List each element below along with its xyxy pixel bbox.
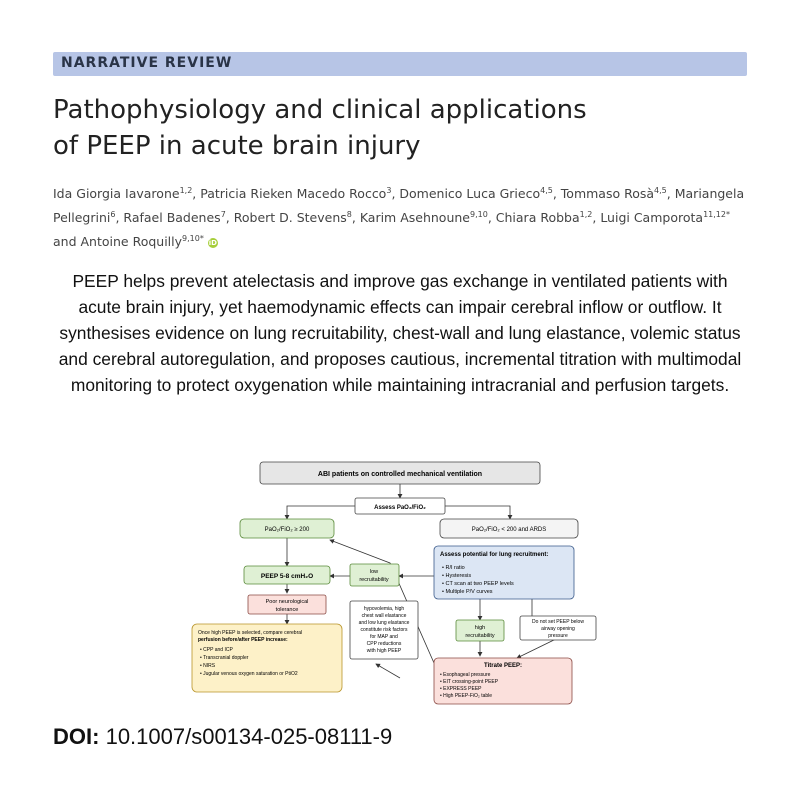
low-recruit-line-1: low — [369, 569, 379, 575]
high-recruit-box — [456, 620, 504, 641]
recruit-title: Assess potential for lung recruitment: — [440, 552, 549, 558]
author-affiliation: 4,5 — [540, 186, 553, 195]
doi-value[interactable]: 10.1007/s00134-025-08111-9 — [105, 724, 393, 749]
author-affiliation: 11,12* — [703, 210, 730, 220]
author-affiliation: 9,10 — [470, 210, 488, 220]
title-line-1: Pathophysiology and clinical applications — [53, 95, 587, 125]
poor-tol-line-2: tolerance — [275, 607, 299, 613]
author-name[interactable]: Patricia Rieken Macedo Rocco — [200, 186, 387, 202]
doi-line — [53, 724, 392, 750]
author-name[interactable]: Robert D. Stevens — [233, 210, 347, 226]
risk-line-1: hypovolemia, high — [363, 606, 405, 612]
peep-low-box — [244, 566, 330, 584]
left-branch-box — [240, 519, 334, 538]
recruit-item-4: • Multiple P/V curves — [442, 589, 493, 595]
author-name[interactable]: Antoine Roquilly — [80, 234, 183, 250]
recruit-item-3: • CT scan at two PEEP levels — [442, 581, 514, 587]
high-recruit-line-1: high — [474, 625, 486, 631]
author-list: Ida Giorgia Iavarone$^{1,2}$, Patricia Rieken Macedo Rocco$^3$, Domenico Luca Grieco$^{4,5}$, Tommaso Rosà$^{4,5}$, Mariangela Pellegrini$^6$, Rafael Badenes$^7$, Robert D. Stevens$^8$, Karim Asehnoune$^{9,10}$, Chiara Robba$^{1,2}$, Luigi Camporota$^{11,12*}$ and Antoine Roquilly$^{9,10*}$ iD — [53, 186, 745, 250]
author-affiliation: 1,2 — [179, 186, 193, 195]
compare-head-2: perfusion before/after PEEP increase: — [198, 637, 288, 643]
assess-box — [355, 498, 445, 514]
poor-tol-line-1: Poor neurological — [265, 599, 309, 605]
risk-line-7: with high PEEP — [366, 648, 402, 654]
top-box-label: ABI patients on controlled mechanical ventilation — [317, 471, 483, 478]
left-branch-label: PaO₂/FiO₂ ≥ 200 — [264, 527, 310, 533]
author-affiliation: 3 — [386, 186, 392, 195]
right-branch-label: PaO₂/FiO₂ < 200 and ARDS — [471, 527, 547, 533]
risk-factors-box — [350, 601, 418, 659]
compare-head-1: Once high PEEP is selected, compare cerebral — [198, 630, 303, 636]
article-type-banner — [53, 52, 747, 76]
low-recruit-box — [350, 564, 399, 586]
peep-flowchart — [190, 458, 610, 708]
article-title — [53, 92, 753, 164]
top-box — [260, 462, 540, 484]
title-line-2: of PEEP in acute brain injury — [53, 131, 421, 161]
abstract-text: PEEP helps prevent atelectasis and improve gas exchange in ventilated patients with acute brain injury, yet haemodynamic effects can impair cerebral inflow or outflow. It synthesises evidence on lung recruitability, chest-wall and lung elastance, volemic status and cerebral autoregulation, and proposes cautious, incremental titration with multimodal monitoring to protect oxygenation while maintaining intracranial and perfusion targets. — [58, 271, 742, 395]
donot-line-1: Do not set PEEP below — [532, 619, 584, 625]
titrate-item-4: • High PEEP-FiO₂ table — [440, 693, 493, 699]
poor-tolerance-box — [248, 595, 326, 614]
risk-line-2: chest wall elastance — [361, 613, 407, 619]
high-recruit-line-2: recruitability — [465, 633, 495, 639]
titrate-title: Titrate PEEP: — [484, 663, 522, 669]
author-affiliation: 8 — [346, 210, 352, 220]
compare-item-1: • CPP and ICP — [200, 647, 233, 653]
article-type-label: NARRATIVE REVIEW — [61, 55, 233, 71]
author-name[interactable]: Chiara Robba — [495, 210, 580, 226]
right-branch-box — [440, 519, 578, 538]
compare-item-2: • Transcranial doppler — [200, 655, 249, 661]
author-name[interactable]: Rafael Badenes — [123, 210, 221, 226]
donot-line-3: pressure — [548, 633, 568, 639]
author-name[interactable]: Karim Asehnoune — [359, 210, 470, 226]
author-affiliation: 6 — [110, 210, 116, 220]
doi-label: DOI: — [53, 724, 100, 749]
author-affiliation: 4,5 — [654, 186, 667, 195]
titrate-item-3: • EXPRESS PEEP — [440, 686, 482, 692]
author-name[interactable]: Ida Giorgia Iavarone — [53, 186, 180, 202]
donot-line-2: airway opening — [541, 626, 575, 632]
risk-line-3: and low lung elastance — [358, 620, 410, 626]
recruitment-box — [434, 546, 574, 599]
low-recruit-line-2: recruitability — [359, 577, 389, 583]
author-affiliation: 1,2 — [579, 210, 593, 220]
author-name[interactable]: Luigi Camporota — [600, 210, 704, 226]
assess-label: Assess PaO₂/FiO₂ — [374, 505, 426, 511]
risk-line-5: for MAP and — [370, 634, 398, 640]
recruit-item-1: • R/I ratio — [442, 565, 465, 571]
risk-line-4: constitute risk factors — [360, 627, 408, 633]
author-affiliation: 9,10* — [182, 234, 204, 244]
do-not-box — [520, 616, 596, 640]
titrate-item-2: • EIT crossing-point PEEP — [440, 679, 499, 685]
author-name[interactable]: Tommaso Rosà — [560, 186, 655, 202]
compare-item-4: • Jugular venous oxygen saturation or PtiO2 — [200, 671, 298, 677]
author-affiliation: 7 — [220, 210, 226, 220]
author-name[interactable]: Mariangela Pellegrini — [53, 186, 745, 226]
author-name[interactable]: Domenico Luca Grieco — [399, 186, 541, 202]
peep-low-label: PEEP 5-8 cmH₂O — [260, 573, 314, 580]
titrate-box — [434, 658, 572, 704]
orcid-icon[interactable]: iD — [208, 238, 217, 247]
recruit-item-2: • Hysteresis — [442, 573, 472, 579]
compare-item-3: • NIRS — [200, 663, 216, 669]
compare-box — [192, 624, 342, 692]
risk-line-6: CPP reductions — [366, 641, 402, 647]
titrate-item-1: • Esophageal pressure — [440, 672, 491, 678]
